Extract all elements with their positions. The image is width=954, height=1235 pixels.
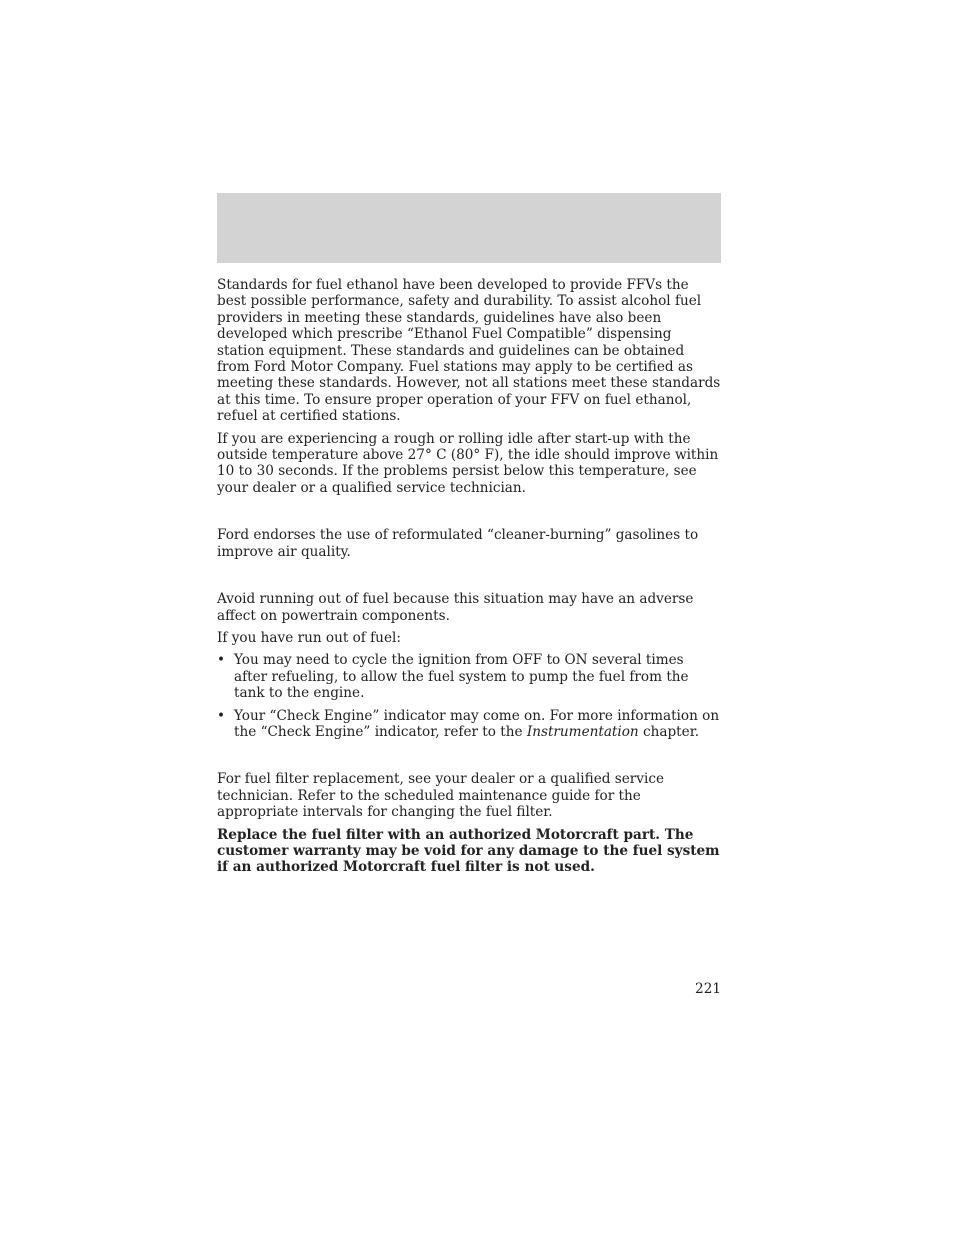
bullet-text-start: Your “Check Engine” indicator may come on. For more information on the “Check Engine” indicator, refer to the — [234, 707, 720, 740]
page-body — [217, 277, 721, 882]
page-number: 221 — [695, 981, 721, 997]
fuel-filter-paragraph: For fuel filter replacement, see your dealer or a qualified service technician. Refer to the scheduled maintenance guide for the appropriate intervals for changing the fuel filter. — [217, 771, 664, 821]
reformulated-gasoline-paragraph: Ford endorses the use of reformulated “cleaner-burning” gasolines to improve air quality. — [217, 527, 699, 560]
list-item — [217, 708, 721, 741]
bullet-icon: • — [217, 652, 226, 669]
chapter-reference: Instrumentation — [526, 723, 639, 740]
bullet-text-end: chapter. — [638, 723, 700, 740]
rough-idle-paragraph: If you are experiencing a rough or rolling idle after start-up with the outside temperature above 27° C (80° F), the idle should improve within 10 to 30 seconds. If the problems persist below this temperature, see your dealer or a qualified service technician. — [217, 430, 719, 496]
section-header-band — [217, 193, 721, 263]
bullet-text: You may need to cycle the ignition from OFF to ON several times after refueling, to allow the fuel system to pump the fuel from the tank to the engine. — [234, 652, 689, 702]
bullet-icon: • — [217, 707, 226, 724]
running-out-of-fuel-paragraph: Avoid running out of fuel because this situation may have an adverse affect on powertrain components. — [217, 591, 694, 624]
section-gap — [217, 746, 721, 771]
run-out-bullet-list — [217, 652, 721, 740]
run-out-intro-paragraph: If you have run out of fuel: — [217, 629, 401, 646]
ethanol-standards-paragraph: Standards for fuel ethanol have been developed to provide FFVs the best possible performance, safety and durability. To assist alcohol fuel providers in meeting these standards, guidelines have also been developed which prescribe “Ethanol Fuel Compatible” dispensing station equipment. These standards and guidelines can be obtained from Ford Motor Company. Fuel stations may apply to be certified as meeting these standards. However, not all stations meet these standards at this time. To ensure proper operation of your FFV on fuel ethanol, refuel at certified stations. — [217, 277, 721, 425]
section-gap — [217, 502, 721, 527]
fuel-filter-warning: Replace the fuel filter with an authorized Motorcraft part. The customer warranty may be void for any damage to the fuel system if an authorized Motorcraft fuel filter is not used. — [217, 826, 720, 876]
list-item — [217, 652, 721, 701]
section-gap — [217, 566, 721, 591]
